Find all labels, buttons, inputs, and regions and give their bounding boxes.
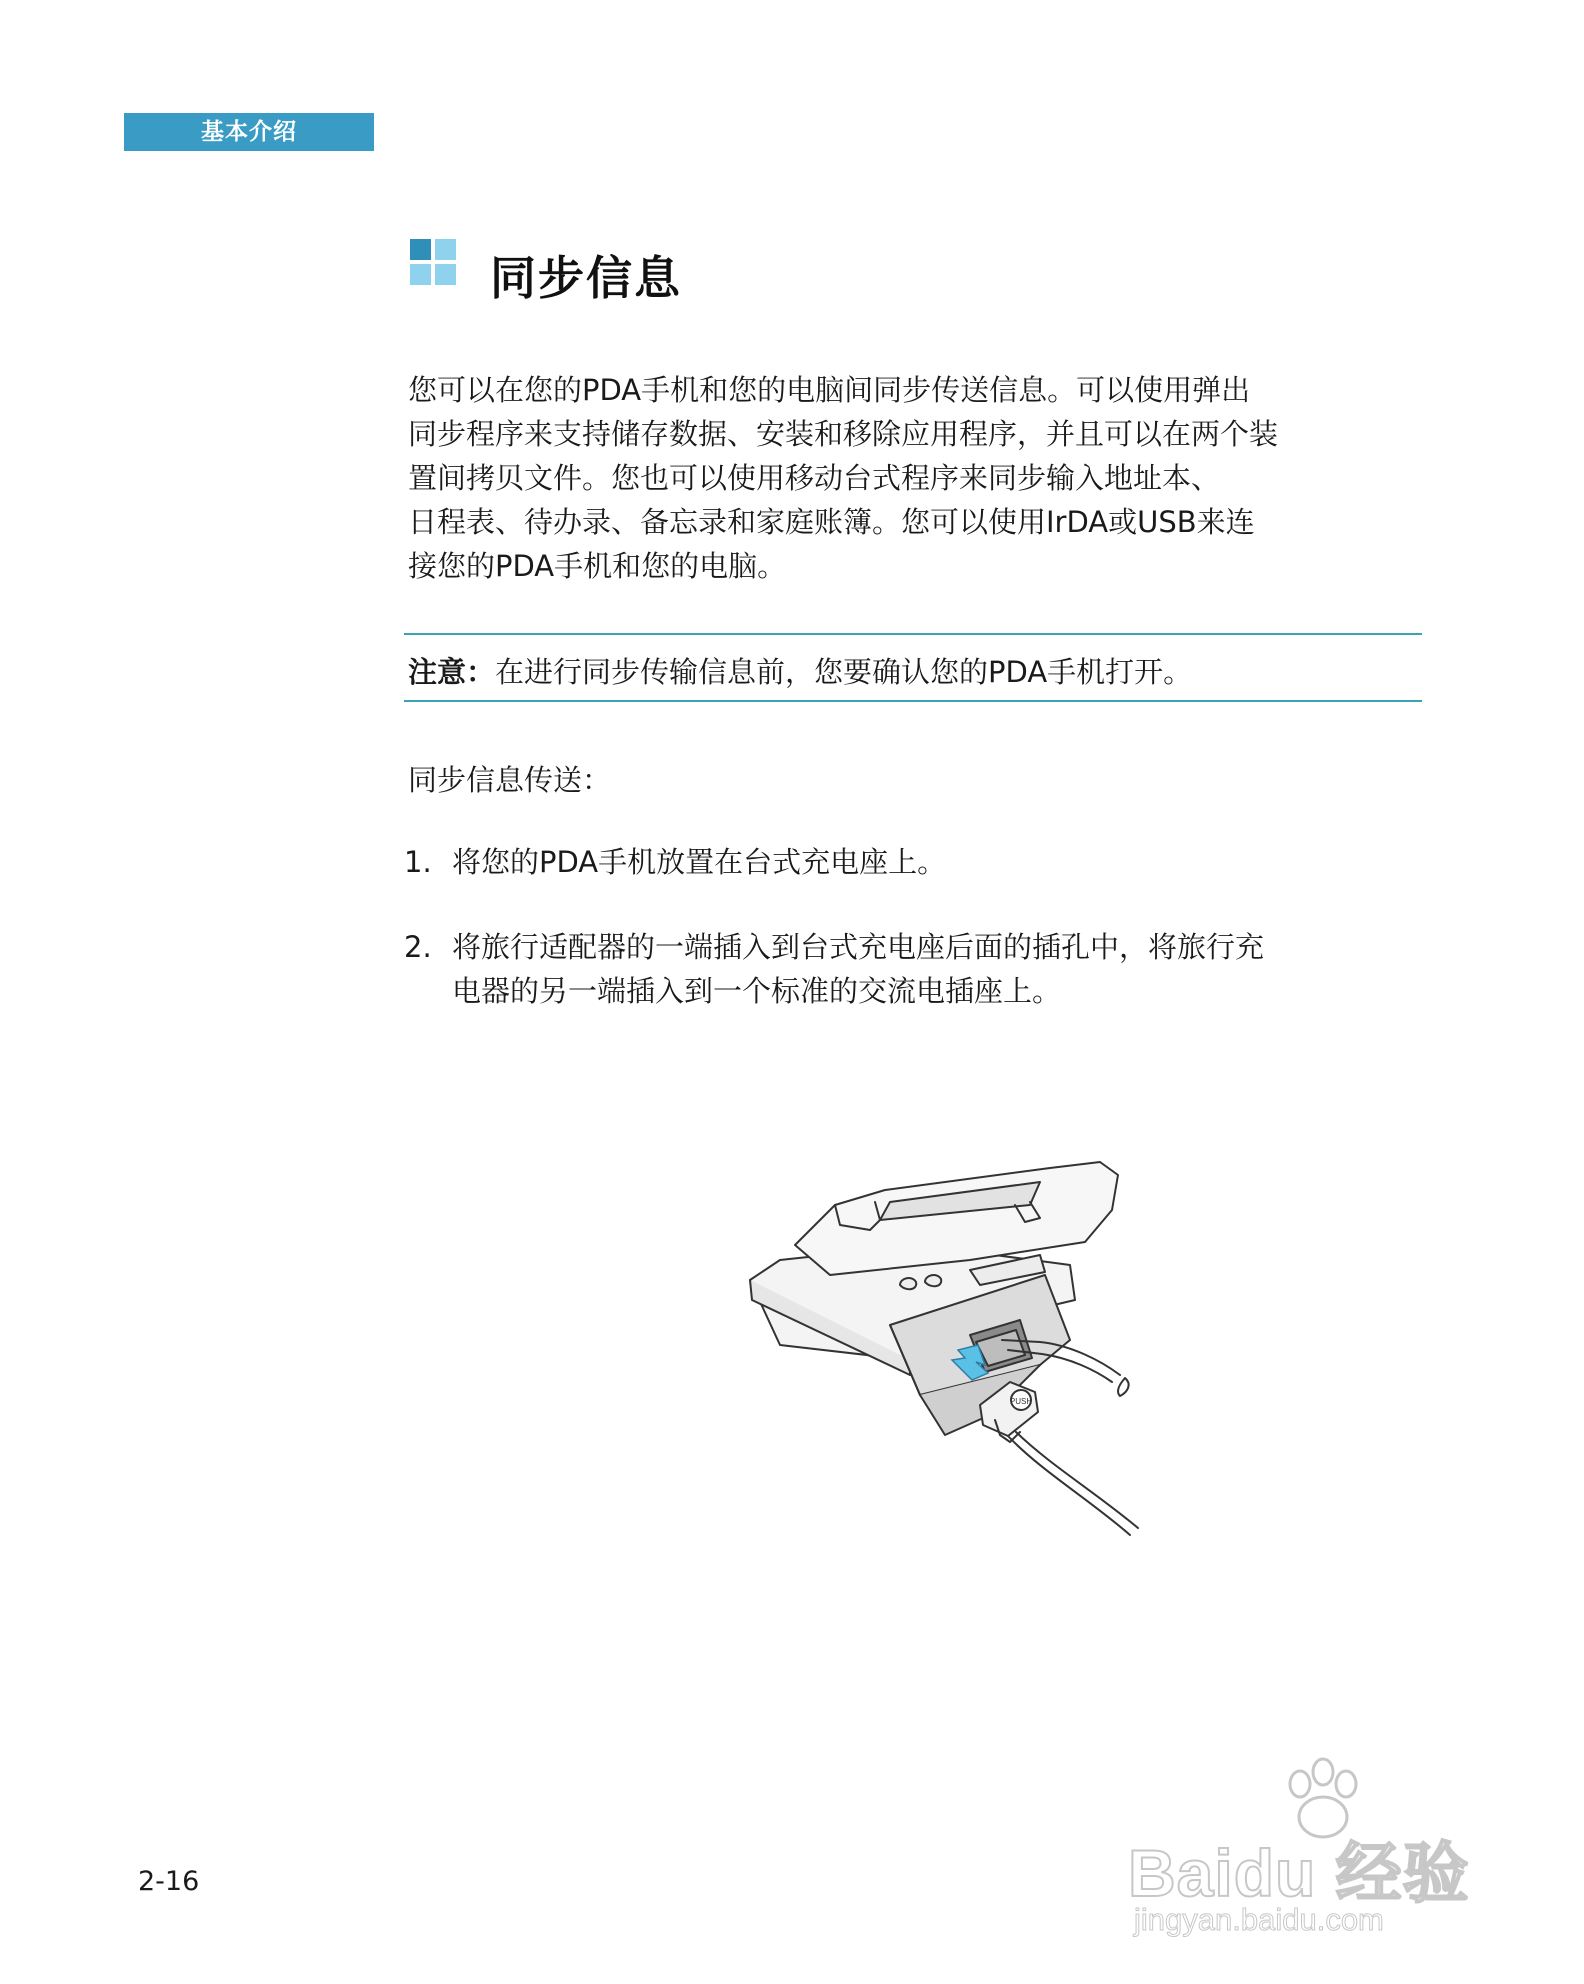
step-number: 2.: [404, 930, 432, 964]
step-line: 将您的PDA手机放置在台式充电座上。: [452, 845, 947, 879]
note-top-rule: [404, 633, 1422, 635]
note: [408, 650, 1192, 694]
section-squares-icon: [410, 239, 458, 287]
intro-line: 接您的PDA手机和您的电脑。: [408, 549, 787, 583]
watermark-url: jingyan.baidu.com: [1134, 1902, 1384, 1937]
baidu-watermark: [1128, 1752, 1508, 1952]
page-number: 2-16: [138, 1866, 200, 1897]
procedure-heading: 同步信息传送：: [408, 763, 612, 797]
intro-paragraph: [408, 368, 1428, 588]
note-text: 在进行同步传输信息前，您要确认您的PDA手机打开。: [495, 655, 1193, 689]
note-bottom-rule: [404, 700, 1422, 702]
section-tab: 基本介绍: [124, 113, 374, 151]
connector-label: PUSH: [1009, 1397, 1033, 1406]
step-line: 电器的另一端插入到一个标准的交流电插座上。: [452, 974, 1062, 1008]
cradle-illustration: [740, 1150, 1260, 1550]
step-number: 1.: [404, 845, 432, 879]
step-1: [404, 840, 947, 884]
intro-line: 您可以在您的PDA手机和您的电脑间同步传送信息。可以使用弹出: [408, 373, 1251, 407]
step-2: [404, 925, 1265, 1008]
intro-line: 日程表、待办录、备忘录和家庭账簿。您可以使用IrDA或USB来连: [408, 505, 1255, 539]
intro-line: 同步程序来支持储存数据、安装和移除应用程序，并且可以在两个装: [408, 417, 1279, 451]
watermark-brand: Baidu 经验: [1128, 1836, 1470, 1910]
intro-line: 置间拷贝文件。您也可以使用移动台式程序来同步输入地址本、: [408, 461, 1221, 495]
note-label: 注意：: [408, 655, 496, 689]
step-line: 将旅行适配器的一端插入到台式充电座后面的插孔中，将旅行充: [452, 930, 1265, 964]
page-title: 同步信息: [490, 251, 682, 305]
